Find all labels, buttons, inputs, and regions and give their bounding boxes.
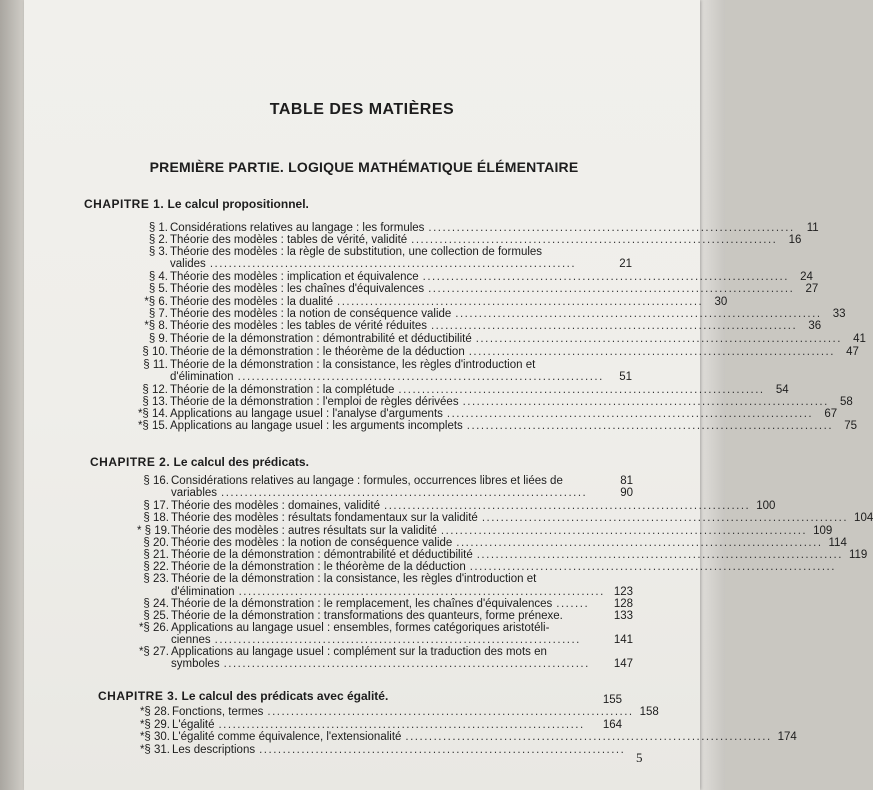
toc-entry[interactable]: § 16. Considérations relatives au langage : formules, occurrences libres et liées de 81 [143,475,633,487]
toc-entry[interactable]: *§ 26. Applications au langage usuel : ensembles, formes catégoriques aristotéli- [138,622,550,634]
toc-title: TABLE DES MATIÈRES [269,101,455,118]
toc-entry[interactable]: § 11. Théorie de la démonstration : la consistance, les règles d'introduction et [143,359,536,371]
toc-entry-continuation[interactable]: d'élimination .............................................................................. 51 [170,371,632,383]
chapter-number: CHAPITRE 2. [90,455,171,469]
chapter-number: CHAPITRE 3. [98,689,179,703]
toc-entry[interactable]: § 10. Théorie de la démonstration : le théorème de la déduction .............................................................................. 47 [142,346,859,358]
toc-entry[interactable]: § 25. Théorie de la démonstration : transformations des quanteurs, forme prénexe. 133 [143,610,633,622]
toc-entry[interactable]: § 23. Théorie de la démonstration : la consistance, les règles d'introduction et [143,573,537,585]
toc-entry[interactable]: § 2. Théorie des modèles : tables de vérité, validité .............................................................................. 16 [148,234,802,246]
toc-entry[interactable]: § 22. Théorie de la démonstration : le théorème de la déduction .............................................................................. [143,561,836,573]
toc-entry[interactable]: *§ 27. Applications au langage usuel : complément sur la traduction des mots en [138,646,547,658]
toc-entry[interactable]: *§ 30. L'égalité comme équivalence, l'extensionalité .............................................................................. 174 [139,731,797,743]
chapter-1-heading [84,197,309,211]
chapter-3-heading [98,689,388,703]
toc-entry[interactable]: *§ 15. Applications au langage usuel : les arguments incomplets .............................................................................. 75 [137,420,858,432]
toc-entry[interactable]: *§ 28. Fonctions, termes .............................................................................. 158 [139,706,659,718]
toc-entry-continuation[interactable]: d'élimination .............................................................................. 123 [171,586,633,598]
toc-entry[interactable]: § 18. Théorie des modèles : résultats fondamentaux sur la validité .............................................................................. 104 [143,512,873,524]
chapter-2-heading [90,455,309,469]
toc-entry[interactable]: § 7. Théorie des modèles : la notion de conséquence valide .............................................................................. 33 [148,308,846,320]
toc-entry[interactable]: § 21. Théorie de la démonstration : démontrabilité et déductibilité .............................................................................. 119 [143,549,868,561]
toc-entry[interactable]: § 5. Théorie des modèles : les chaînes d'équivalences .............................................................................. 27 [148,283,819,295]
toc-entry[interactable]: § 12. Théorie de la démonstration : la complétude .............................................................................. 54 [142,384,789,396]
toc-entry-continuation[interactable]: ciennes .............................................................................. 141 [171,634,633,646]
toc-entry[interactable]: *§ 29. L'égalité .............................................................................. 164 [139,719,622,731]
toc-entry[interactable]: § 24. Théorie de la démonstration : le remplacement, les chaînes d'équivalences ....... 128 [143,598,633,610]
toc-entry[interactable]: § 9. Théorie de la démonstration : démontrabilité et déductibilité .............................................................................. 41 [148,333,866,345]
toc-entry[interactable]: § 20. Théorie des modèles : la notion de conséquence valide .............................................................................. 114 [143,537,847,549]
toc-entry[interactable]: § 1. Considérations relatives au langage : les formules .............................................................................. 11 [148,222,819,234]
chapter-title: Le calcul des prédicats. [173,455,309,469]
toc-entry[interactable]: § 17. Théorie des modèles : domaines, validité .............................................................................. 100 [143,500,776,512]
toc-entry[interactable]: § 3. Théorie des modèles : la règle de substitution, une collection de formules [148,246,543,258]
toc-entry-continuation[interactable]: symboles .............................................................................. 147 [171,658,633,670]
toc-page-number: 155 [602,694,622,706]
toc-entry[interactable]: *§ 14. Applications au langage usuel : l'analyse d'arguments .............................................................................. 67 [137,408,838,420]
toc-entry[interactable]: *§ 31. Les descriptions .............................................................................. [139,744,626,756]
toc-entry[interactable]: § 4. Théorie des modèles : implication et équivalence .............................................................................. 24 [148,271,813,283]
chapter-title: Le calcul propositionnel. [167,197,309,211]
toc-entry-continuation[interactable]: variables .............................................................................. 90 [171,487,633,499]
chapter-title: Le calcul des prédicats avec égalité. [181,689,389,703]
page-number: 5 [636,750,643,765]
book-page [24,0,873,790]
chapter-number: CHAPITRE 1. [84,197,165,211]
toc-entry[interactable]: § 13. Théorie de la démonstration : l'emploi de règles dérivées .............................................................................. 58 [142,396,853,408]
part-title: PREMIÈRE PARTIE. LOGIQUE MATHÉMATIQUE ÉLÉMENTAIRE [149,159,579,175]
toc-entry[interactable]: * § 19. Théorie des modèles : autres résultats sur la validité .............................................................................. 109 [137,525,833,537]
toc-entry[interactable]: *§ 8. Théorie des modèles : les tables de vérité réduites .............................................................................. 36 [144,320,822,332]
toc-entry-continuation[interactable]: valides .............................................................................. 21 [170,258,632,270]
toc-entry[interactable]: *§ 6. Théorie des modèles : la dualité .............................................................................. 30 [144,296,728,308]
